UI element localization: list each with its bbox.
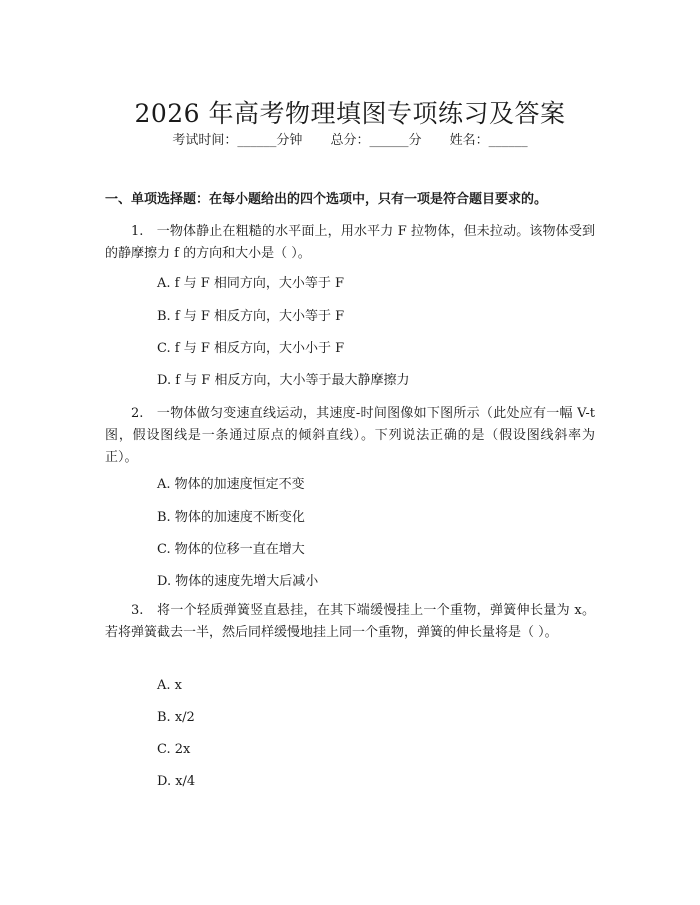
question-2-option-d: D. 物体的速度先增大后减小 <box>157 574 319 589</box>
question-3-option-a: A. x <box>157 678 182 693</box>
question-2-stem: 2. 一物体做匀变速直线运动，其速度-时间图像如下图所示（此处应有一幅 V-t 图，假设图线是一条通过原点的倾斜直线）。下列说法正确的是（假设图线斜率为正）。 <box>105 406 595 465</box>
exam-time-field: 考试时间：______分钟 <box>172 133 303 148</box>
exam-meta <box>0 131 700 151</box>
question-1-option-b: B. f 与 F 相反方向，大小等于 F <box>157 309 345 324</box>
question-3-option-b: B. x/2 <box>157 710 195 725</box>
question-2-option-b: B. 物体的加速度不断变化 <box>157 510 305 525</box>
question-2-option-a: A. 物体的加速度恒定不变 <box>157 477 305 492</box>
question-2-option-c: C. 物体的位移一直在增大 <box>157 542 305 557</box>
question-3-stem: 3. 将一个轻质弹簧竖直悬挂，在其下端缓慢挂上一个重物，弹簧伸长量为 x。若将弹簧截去一半，然后同样缓慢地挂上同一个重物，弹簧的伸长量将是（ ）。 <box>105 603 595 640</box>
question-1-option-c: C. f 与 F 相反方向，大小小于 F <box>157 341 345 356</box>
question-1-option-a: A. f 与 F 相同方向，大小等于 F <box>157 276 345 291</box>
question-1-option-d: D. f 与 F 相反方向，大小等于最大静摩擦力 <box>157 373 410 388</box>
student-name-field: 姓名：______ <box>449 133 528 148</box>
page-title: 2026 年高考物理填图专项练习及答案 <box>134 98 566 128</box>
section-header: 一、单项选择题：在每小题给出的四个选项中，只有一项是符合题目要求的。 <box>105 192 548 207</box>
question-3-option-c: C. 2x <box>157 742 191 757</box>
total-score-field: 总分：______分 <box>330 133 422 148</box>
question-1-stem: 1. 一物体静止在粗糙的水平面上，用水平力 F 拉物体，但未拉动。该物体受到的静摩擦力 f 的方向和大小是（ ）。 <box>105 224 595 261</box>
question-3-option-d: D. x/4 <box>157 774 196 789</box>
